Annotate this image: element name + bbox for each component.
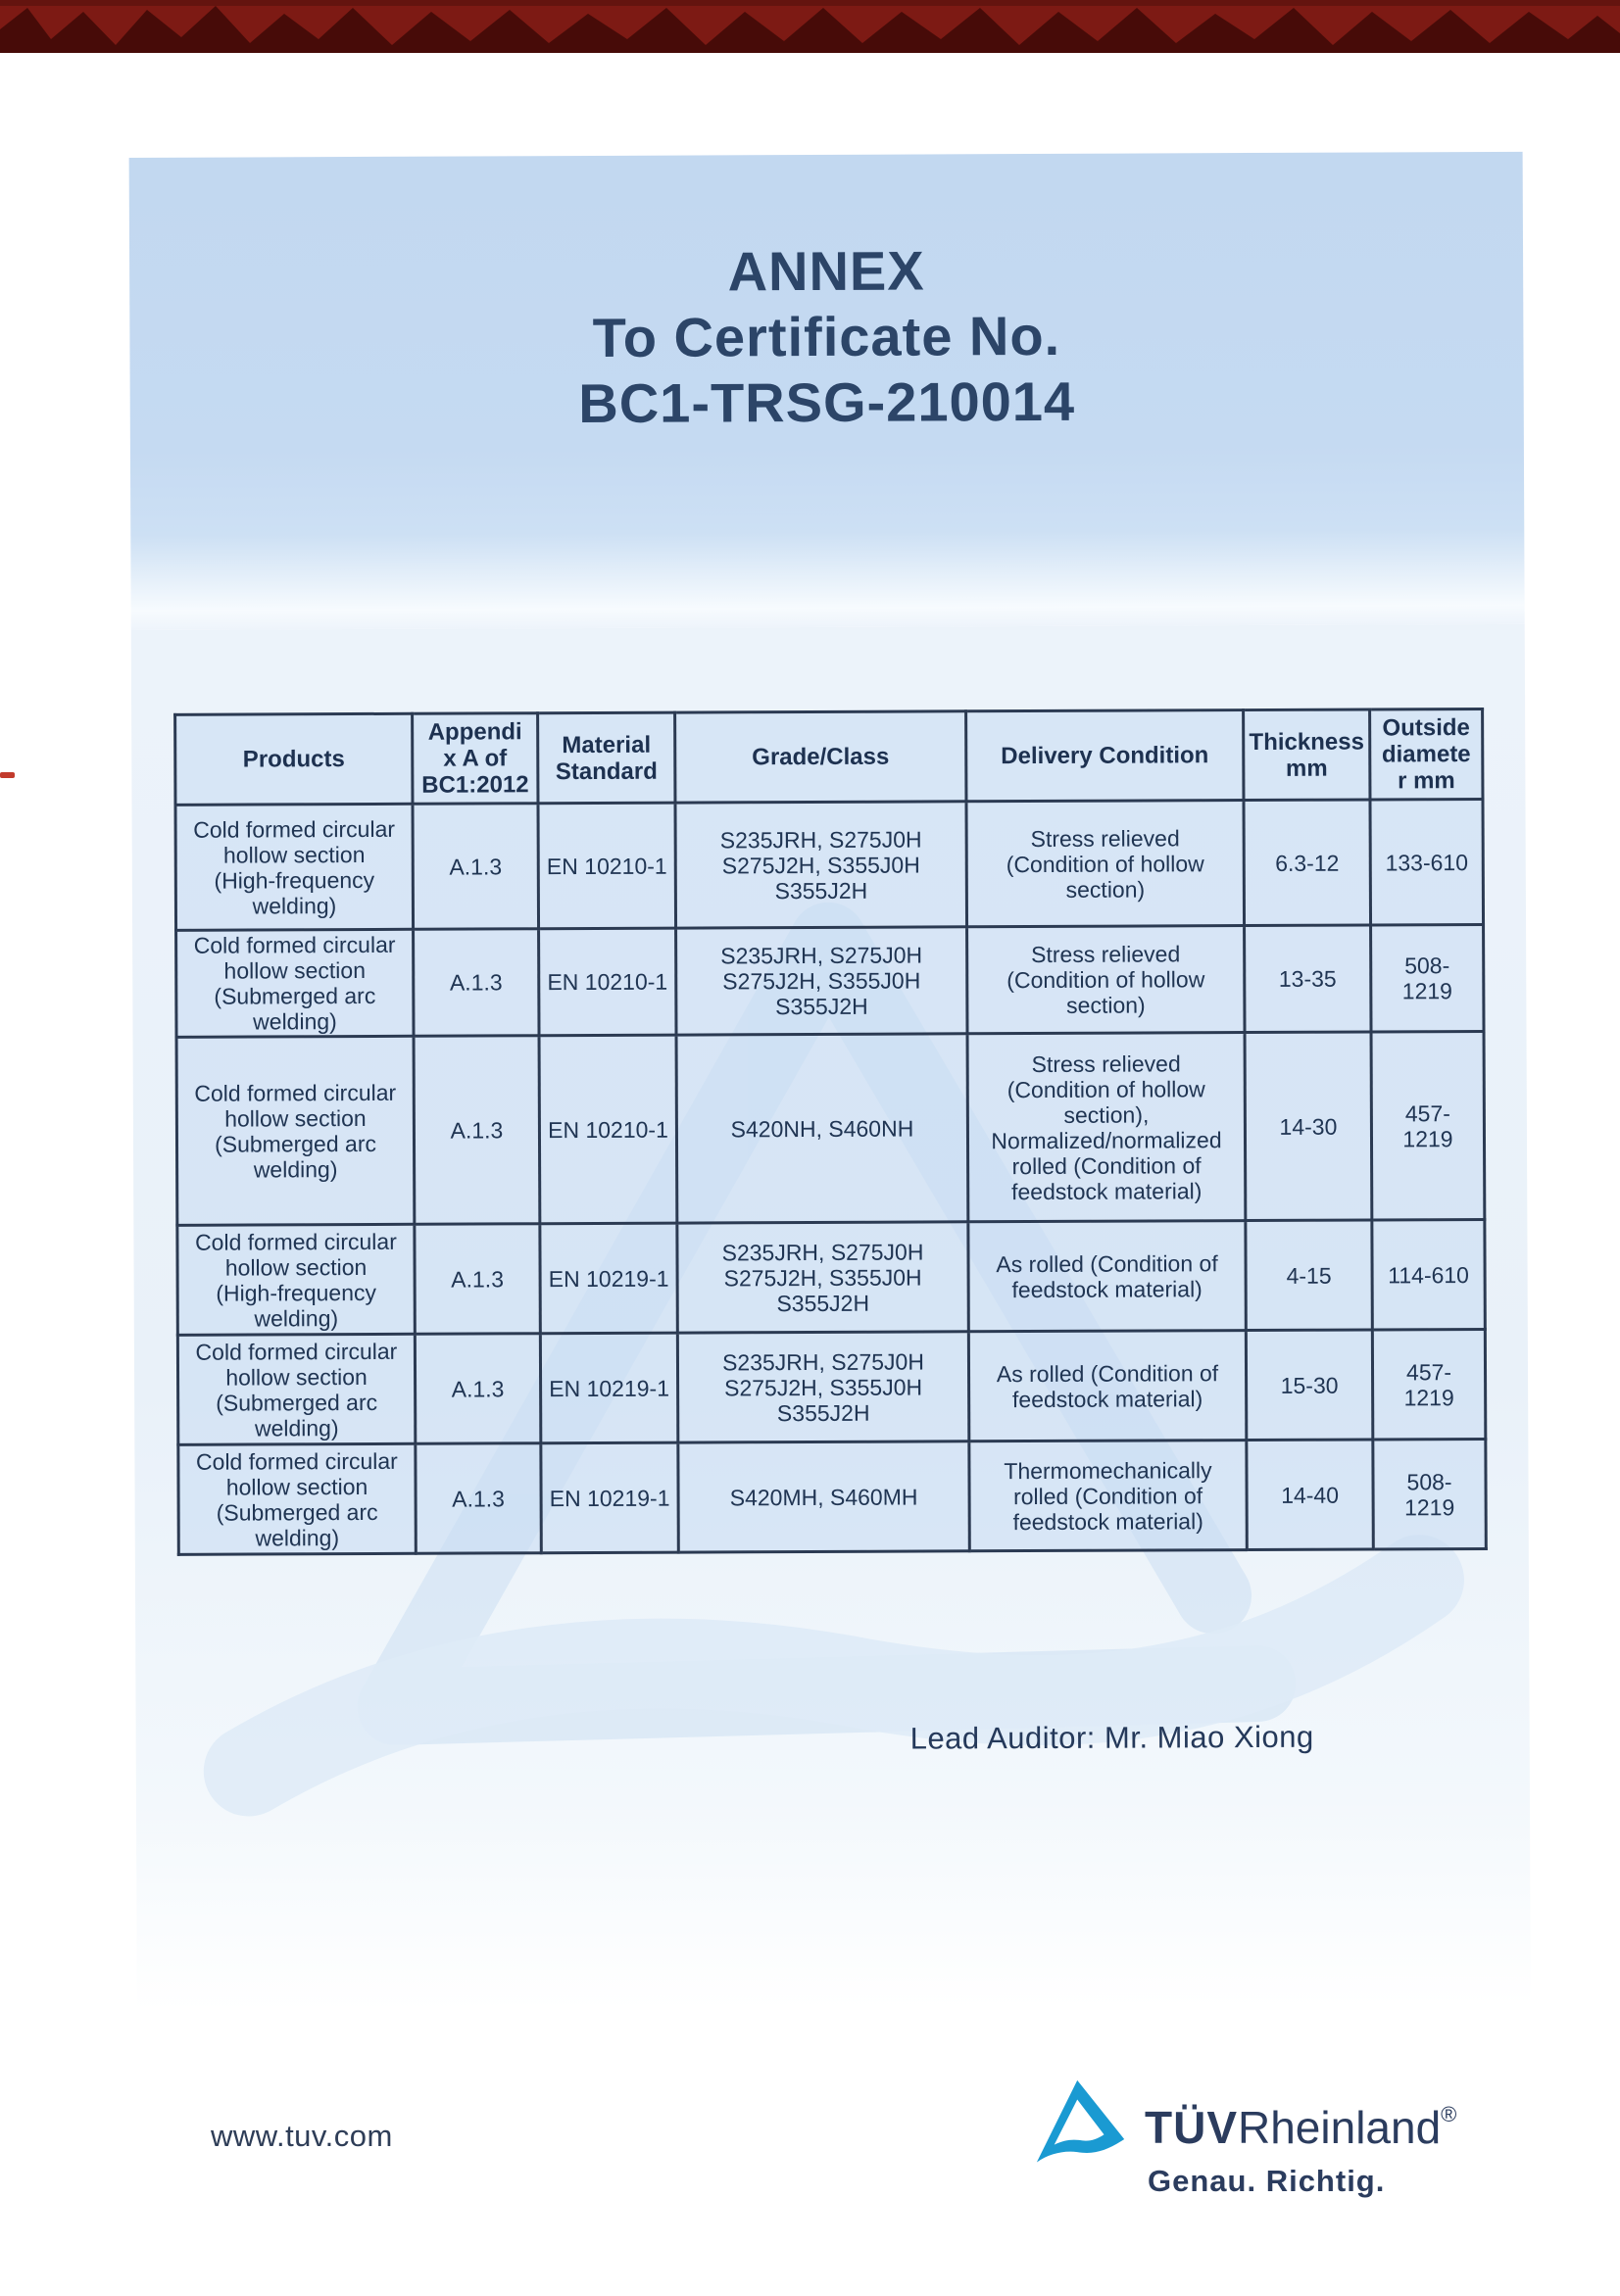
column-header: Outside diamete r mm: [1370, 709, 1483, 801]
cell-grade: S235JRH, S275J0H S275J2H, S355J0H S355J2H: [677, 1332, 968, 1442]
cell-diameter: 133-610: [1370, 800, 1484, 926]
column-header: Thickness mm: [1244, 709, 1370, 801]
cell-diameter: 508- 1219: [1373, 1439, 1486, 1549]
cell-grade: S420NH, S460NH: [676, 1034, 968, 1223]
cell-product: Cold formed circular hollow section (Submerged arc welding): [176, 929, 414, 1037]
cell-diameter: 457- 1219: [1371, 1032, 1485, 1221]
cell-thickness: 6.3-12: [1244, 800, 1371, 926]
cell-product: Cold formed circular hollow section (High-frequency welding): [175, 804, 414, 930]
brand-tuv: TÜV: [1145, 2102, 1238, 2153]
cell-appendix: A.1.3: [416, 1443, 541, 1554]
brand-tagline: Genau. Richtig.: [1148, 2164, 1386, 2198]
cell-standard: EN 10219-1: [540, 1333, 677, 1443]
cell-diameter: 457- 1219: [1372, 1329, 1485, 1440]
website-url: www.tuv.com: [211, 2119, 393, 2153]
cell-delivery: As rolled (Condition of feedstock material): [968, 1331, 1246, 1441]
cell-standard: EN 10210-1: [539, 1035, 677, 1224]
tuv-rheinland-logo: [1034, 2074, 1495, 2211]
cell-appendix: A.1.3: [413, 804, 539, 930]
table-row: [176, 925, 1484, 1038]
cell-thickness: 14-40: [1247, 1440, 1373, 1550]
cell-product: Cold formed circular hollow section (Submerged arc welding): [176, 1036, 415, 1225]
brand-rheinland: Rheinland: [1238, 2102, 1442, 2153]
table-row: [176, 1032, 1485, 1226]
cell-appendix: A.1.3: [414, 929, 539, 1037]
tuv-triangle-icon: [1034, 2077, 1128, 2170]
cell-thickness: 13-35: [1245, 925, 1371, 1033]
lead-auditor-line: Lead Auditor: Mr. Miao Xiong: [909, 1719, 1314, 1756]
certificate-title: ANNEX To Certificate No. BC1-TRSG-210014: [578, 239, 1076, 435]
cell-standard: EN 10219-1: [541, 1442, 678, 1553]
cell-grade: S235JRH, S275J0H S275J2H, S355J0H S355J2H: [675, 802, 967, 928]
cell-appendix: A.1.3: [415, 1334, 540, 1444]
cell-diameter: 508- 1219: [1371, 925, 1484, 1033]
cell-product: Cold formed circular hollow section (High-frequency welding): [177, 1224, 415, 1335]
column-header: Grade/Class: [675, 711, 966, 803]
cell-thickness: 15-30: [1246, 1330, 1372, 1441]
cell-diameter: 114-610: [1372, 1219, 1485, 1330]
column-header: Material Standard: [538, 712, 675, 804]
cell-product: Cold formed circular hollow section (Submerged arc welding): [177, 1334, 415, 1444]
cell-delivery: Stress relieved (Condition of hollow section): [966, 801, 1245, 927]
cell-product: Cold formed circular hollow section (Submerged arc welding): [178, 1443, 416, 1554]
cell-appendix: A.1.3: [415, 1224, 540, 1335]
cell-delivery: Stress relieved (Condition of hollow section): [967, 926, 1245, 1034]
cell-delivery: Thermomechanically rolled (Condition of feedstock material): [969, 1441, 1247, 1551]
cell-grade: S235JRH, S275J0H S275J2H, S355J0H S355J2H: [676, 927, 967, 1035]
brand-wordmark: [1145, 2101, 1456, 2154]
table-body: [175, 800, 1486, 1555]
registered-mark-icon: ®: [1441, 2101, 1457, 2126]
cell-delivery: Stress relieved (Condition of hollow section), Normalized/normalized rolled (Condition of feedstock material): [967, 1033, 1246, 1222]
column-header: Appendi x A of BC1:2012: [413, 713, 538, 805]
cell-grade: S235JRH, S275J0H S275J2H, S355J0H S355J2H: [677, 1222, 968, 1333]
table-row: [177, 1329, 1485, 1444]
table-row: [177, 1219, 1485, 1335]
cell-thickness: 14-30: [1245, 1032, 1372, 1221]
table-header-row: [175, 709, 1483, 806]
cell-standard: EN 10210-1: [538, 803, 676, 929]
cell-standard: EN 10210-1: [539, 928, 676, 1036]
cell-standard: EN 10219-1: [540, 1223, 677, 1334]
cell-delivery: As rolled (Condition of feedstock material): [968, 1221, 1246, 1332]
cell-thickness: 4-15: [1246, 1220, 1372, 1331]
cell-appendix: A.1.3: [414, 1036, 540, 1225]
column-header: Products: [175, 713, 413, 805]
table-row: [175, 800, 1484, 931]
annex-table: [173, 708, 1488, 1556]
table-row: [178, 1439, 1486, 1554]
cell-grade: S420MH, S460MH: [678, 1441, 969, 1552]
column-header: Delivery Condition: [966, 710, 1244, 802]
